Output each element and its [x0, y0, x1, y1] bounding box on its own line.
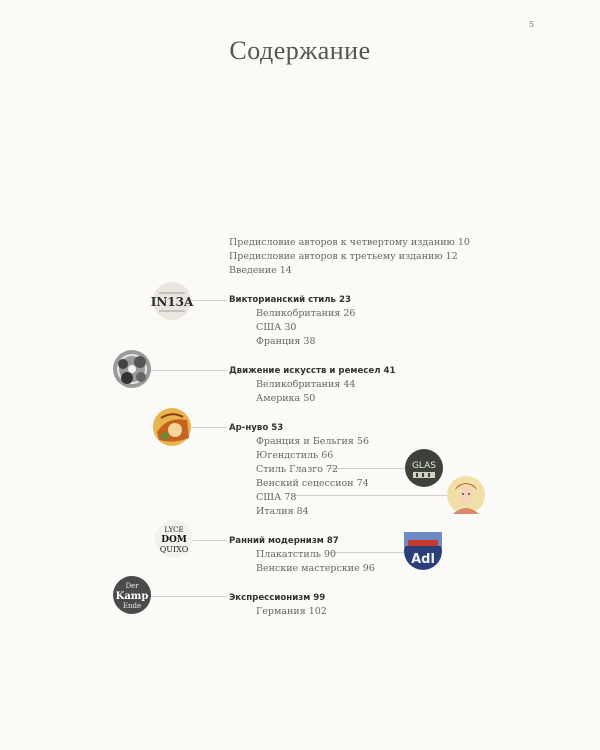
toc-item-arts-crafts-america[interactable]: Америка 50: [256, 393, 316, 404]
toc-preface-3[interactable]: Предисловие авторов к третьему изданию 12: [229, 251, 458, 262]
toc-item-italy[interactable]: Италия 84: [256, 506, 309, 517]
toc-item-germany[interactable]: Германия 102: [256, 606, 327, 617]
toc-item-vienna-secession[interactable]: Венский сецессион 74: [256, 478, 369, 489]
toc-item-victorian-uk[interactable]: Великобритания 26: [256, 308, 356, 319]
plakatstil-thumb-text: Adl: [411, 552, 435, 567]
toc-item-art-nouveau-usa[interactable]: США 78: [256, 492, 297, 503]
connector-art-nouveau: [190, 427, 227, 428]
svg-text:Der: Der: [125, 582, 139, 590]
connector-early-modernism: [190, 540, 227, 541]
toc-item-victorian-france[interactable]: Франция 38: [256, 336, 316, 347]
toc-item-jugendstil[interactable]: Югендстиль 66: [256, 450, 334, 461]
victorian-thumb-text: IN13A: [150, 295, 194, 309]
toc-item-arts-crafts-uk[interactable]: Великобритания 44: [256, 379, 356, 390]
plakatstil-poster-icon: [404, 532, 442, 570]
portrait-illustration-icon: [447, 476, 485, 514]
page-number: 5: [528, 20, 534, 29]
expressionist-lettering-icon: [113, 576, 151, 614]
svg-text:Kamp: Kamp: [115, 591, 149, 602]
art-nouveau-poster-icon: [153, 408, 191, 446]
connector-plakatstil: [330, 552, 406, 553]
toc-section-victorian[interactable]: Викторианский стиль 23: [229, 295, 351, 305]
svg-text:LYCE: LYCE: [164, 526, 184, 534]
toc-intro[interactable]: Введение 14: [229, 265, 292, 276]
svg-text:QUIXO: QUIXO: [159, 545, 189, 554]
toc-section-art-nouveau[interactable]: Ар-нуво 53: [229, 423, 284, 433]
toc-section-arts-crafts[interactable]: Движение искусств и ремесел 41: [229, 366, 396, 376]
toc-item-vienna-workshops[interactable]: Венские мастерские 96: [256, 563, 375, 574]
arts-crafts-ornament-icon: [113, 350, 151, 388]
toc-item-glasgow[interactable]: Стиль Глазго 72: [256, 464, 339, 475]
glasgow-thumb-text: GLAS: [411, 461, 437, 471]
connector-victorian: [190, 300, 227, 301]
svg-text:DOM: DOM: [161, 535, 187, 545]
early-modern-typography-icon: [155, 520, 193, 558]
toc-item-france-belgium[interactable]: Франция и Бельгия 56: [256, 436, 369, 447]
victorian-typography-icon: [150, 282, 194, 320]
toc-section-early-modernism[interactable]: Ранний модернизм 87: [229, 536, 339, 546]
connector-expressionism: [150, 596, 227, 597]
toc-item-plakatstil[interactable]: Плакатстиль 90: [256, 549, 337, 560]
toc-item-victorian-usa[interactable]: США 30: [256, 322, 297, 333]
svg-text:Ende: Ende: [122, 602, 142, 610]
toc-preface-4[interactable]: Предисловие авторов к четвертому изданию 10: [229, 237, 470, 248]
glasgow-lettering-icon: [405, 449, 443, 487]
connector-glasgow: [328, 468, 405, 469]
page-title: Содержание: [229, 36, 371, 65]
connector-usa: [292, 495, 448, 496]
connector-arts-crafts: [150, 370, 227, 371]
toc-section-expressionism[interactable]: Экспрессионизм 99: [229, 593, 326, 603]
